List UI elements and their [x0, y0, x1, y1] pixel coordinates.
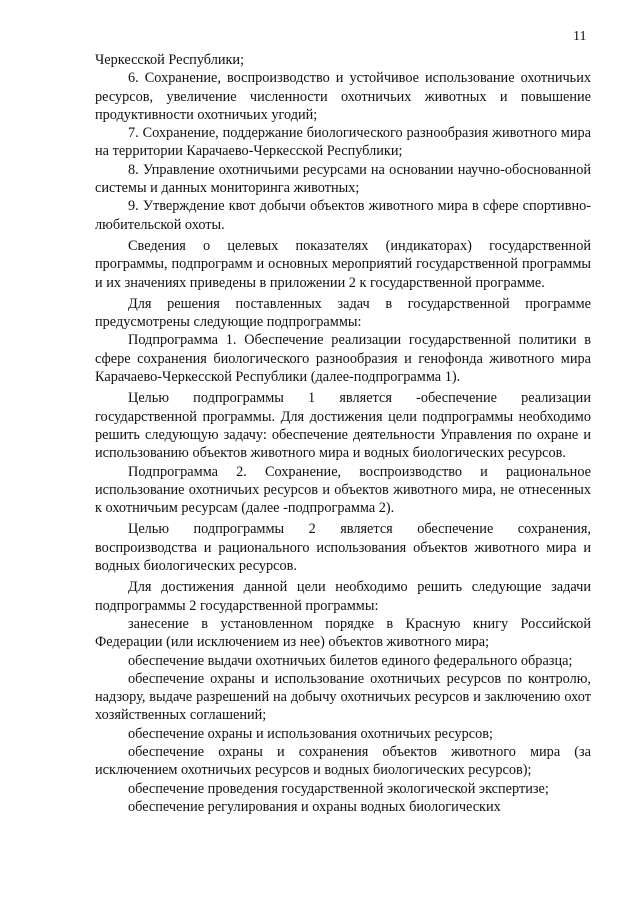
task-item: обеспечение охраны и использования охотничьих ресурсов;: [128, 725, 494, 742]
task-item: обеспечение выдачи охотничьих билетов единого федерального образца;: [128, 652, 573, 669]
paragraph-subprograms-intro: Для решения поставленных задач в государственной программе предусмотрены следующие подпрограммы:: [95, 295, 591, 331]
page-number: 11: [573, 29, 587, 44]
list-item-6: 6. Сохранение, воспроизводство и устойчивое использование охотничьих ресурсов, увеличение численности охотничьих животных и повышение продуктивности охотничьих угодий;: [95, 70, 591, 123]
list-item-8: 8. Управление охотничьими ресурсами на основании научно-обоснованной системы и данных мониторинга животных;: [95, 161, 591, 197]
task-item: занесение в установленном порядке в Красную книгу Российской Федерации (или исключением из нее) объектов животного мира;: [95, 615, 591, 651]
document-body: [95, 51, 591, 816]
paragraph-subprogram-1-goal: Целью подпрограммы 1 является -обеспечение реализации государственной программы. Для достижения цели подпрограммы необходимо решить следующую задачу: обеспечение деятельности Управления по охране и использованию объектов животного мира и водных биологических ресурсов.: [95, 390, 591, 462]
task-item: обеспечение охраны и использование охотничьих ресурсов по контролю, надзору, выдаче разрешений на добычу охотничьих ресурсов и заключению охот хозяйственных соглашений;: [95, 670, 591, 724]
paragraph-subprogram-2: Подпрограмма 2. Сохранение, воспроизводство и рациональное использование охотничьих ресурсов и объектов животного мира, не отнесенных к охотничьим ресурсам (далее -подпрограмма 2).: [95, 463, 591, 517]
paragraph-indicators: Сведения о целевых показателях (индикаторах) государственной программы, подпрограмм и основных мероприятий государственной программы и их значениях приведены в приложении 2 к государственной программе.: [95, 237, 591, 291]
list-item-9: 9. Утверждение квот добычи объектов животного мира в сфере спортивно-любительской охоты.: [95, 198, 591, 233]
paragraph-continuation: Черкесской Республики;: [95, 52, 245, 68]
paragraph-subprogram-2-goal: Целью подпрограммы 2 является обеспечение сохранения, воспроизводства и рационального использования объектов животного мира и водных биологических ресурсов.: [95, 521, 591, 575]
task-item: обеспечение регулирования и охраны водных биологических: [128, 798, 501, 815]
paragraph-subprogram-1: Подпрограмма 1. Обеспечение реализации государственной политики в сфере сохранения биологического разнообразия и генофонда животного мира Карачаево-Черкесской Республики (далее-подпрограмма 1).: [95, 332, 591, 386]
task-item: обеспечение проведения государственной экологической экспертизе;: [128, 780, 549, 797]
paragraph-subprogram-2-tasks: Для достижения данной цели необходимо решить следующие задачи подпрограммы 2 государственной программы:: [95, 579, 591, 614]
task-item: обеспечение охраны и сохранения объектов животного мира (за исключением охотничьих ресурсов и водных биологических ресурсов);: [95, 743, 591, 779]
list-item-7: 7. Сохранение, поддержание биологического разнообразия животного мира на территории Карачаево-Черкесской Республики;: [95, 125, 591, 160]
